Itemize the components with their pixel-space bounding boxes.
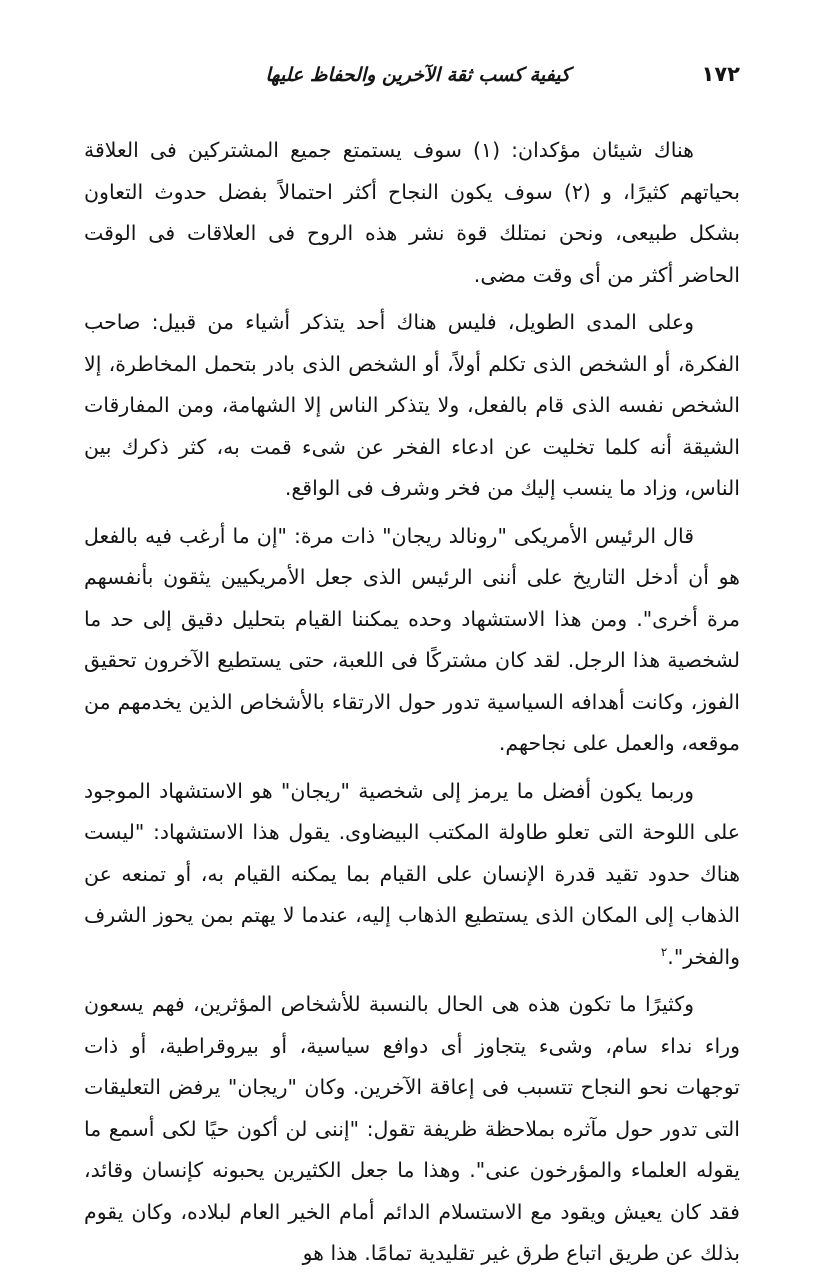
footnote-reference: ٢ bbox=[660, 944, 668, 959]
paragraph-2: وعلى المدى الطويل، فليس هناك أحد يتذكر أشياء من قبيل: صاحب الفكرة، أو الشخص الذى تكلم أولاً، أو الشخص الذى بادر بتحمل المخاطرة، إلا الشخص نفسه الذى قام بالفعل، ولا يتذكر الناس إلا الشهامة، ومن المفارقات الشيقة أنه كلما تخليت عن ادعاء الفخر عن شىء قمت به، كثر ذكرك بين الناس، وزاد ما ينسب إليك من فخر وشرف فى الواقع. bbox=[84, 310, 740, 500]
paragraph-4-text: وربما يكون أفضل ما يرمز إلى شخصية "ريجان" هو الاستشهاد الموجود على اللوحة التى تعلو طاولة المكتب البيضاوى. يقول هذا الاستشهاد: "ليست هناك حدود تقيد قدرة الإنسان على القيام بما يمكنه القيام به، أو تمنعه عن الذهاب إلى المكان الذى يستطيع الذهاب إليه، عندما لا يهتم بمن يحوز الشرف والفخر". bbox=[84, 778, 740, 969]
paragraph-1: هناك شيئان مؤكدان: (١) سوف يستمتع جميع المشتركين فى العلاقة بحياتهم كثيرًا، و (٢) سوف يكون النجاح أكثر احتمالاً بفضل حدوث التعاون بشكل طبيعى، ونحن نمتلك قوة نشر هذه الروح فى العلاقات فى الوقت الحاضر أكثر من أى وقت مضى. bbox=[84, 138, 740, 287]
body-text bbox=[84, 130, 740, 1281]
paragraph-4 bbox=[84, 771, 740, 979]
running-header bbox=[90, 62, 740, 92]
book-title: كيفية كسب ثقة الآخرين والحفاظ عليها bbox=[265, 64, 570, 86]
paragraph-3: قال الرئيس الأمريكى "رونالد ريجان" ذات مرة: "إن ما أرغب فيه بالفعل هو أن أدخل التاريخ على أننى الرئيس الذى جعل الأمريكيين يثقون بأنفسهم مرة أخرى". ومن هذا الاستشهاد وحده يمكننا القيام بتحليل دقيق إلى حد ما لشخصية هذا الرجل. لقد كان مشتركًا فى اللعبة، حتى يستطيع الآخرون تحقيق الفوز، وكانت أهدافه السياسية تدور حول الارتقاء بالأشخاص الذين يخدمهم من موقعه، والعمل على نجاحهم. bbox=[84, 523, 740, 755]
paragraph-5: وكثيرًا ما تكون هذه هى الحال بالنسبة للأشخاص المؤثرين، فهم يسعون وراء نداء سام، وشىء يتجاوز أى دوافع سياسية، أو بيروقراطية، أو ذات توجهات نحو النجاح تتسبب فى إعاقة الآخرين. وكان "ريجان" يرفض التعليقات التى تدور حول مآثره بملاحظة ظريفة تقول: "إننى لن أكون حيًا لكى أسمع ما يقوله العلماء والمؤرخون عنى". وهذا ما جعل الكثيرين يحبونه كإنسان وقائد، فقد كان يعيش ويقود مع الاستسلام الدائم أمام الخير العام لبلاده، وكان يقوم بذلك عن طريق اتباع طرق غير تقليدية تمامًا. هذا هو bbox=[84, 992, 740, 1265]
page-number: ١٧٢ bbox=[701, 62, 740, 86]
